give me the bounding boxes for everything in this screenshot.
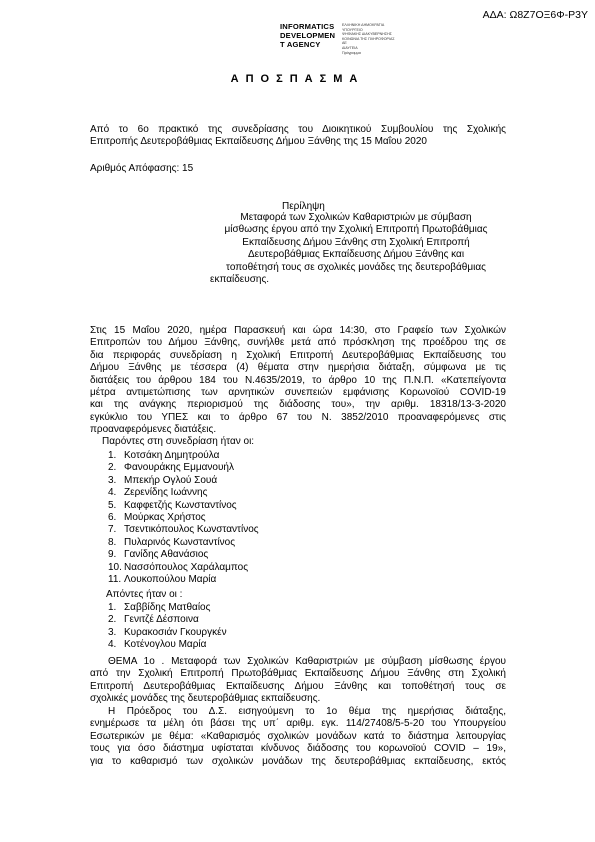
body-paragraph: Στις 15 Μαΐου 2020, ημέρα Παρασκευή και ώρα 14:30, στο Γραφείο των Σχολικών Επιτροπών του Δήμου Ξάνθης, συνήλθε μετά από πρόσκληση της προέδρου της σε δια περιφοράς συνεδρίαση η Σχολική Επιτροπή Δευτεροβάθμιας Εκπαίδευσης του Δήμου Ξάνθης με τέσσερα (4) θέματα στην ημερήσια διάταξη, σύμφωνα με τις διατάξεις του άρθρου 184 του Ν.4635/2019, το άρθρο 10 της Π.Ν.Π. «Κατεπείγοντα μέτρα αντιμετώπισης των αρνητικών συνεπειών εμφάνισης Κορωνοϊού COVID-19 και της ανάγκης περιορισμού της διάδοσης του», την αριθμ. 18318/13-3-2020 εγκύκλιο του ΥΠΕΣ και το άρθρο 67 του Ν. 3852/2010 προαναφερόμενες στις προαναφερόμενες διατάξεις. bbox=[90, 325, 506, 436]
intro-paragraph: Από το 6ο πρακτικό της συνεδρίασης του Διοικητικού Συμβουλίου της Σχολικής Επιτροπής Δευτεροβάθμιας Εκπαίδευσης Δήμου Ξάνθης της 15 Μαΐου 2020 bbox=[90, 124, 506, 148]
list-item: 7. Τσεντικόπουλος Κωνσταντίνος bbox=[108, 524, 259, 536]
list-item: 6. Μούρκας Χρήστος bbox=[108, 512, 206, 524]
list-item: 4. Ζερενίδης Ιωάννης bbox=[108, 487, 208, 499]
summary-text: Μεταφορά των Σχολικών Καθαριστριών με σύμβαση μίσθωσης έργου από την Σχολική Επιτροπή Πρωτοβάθμιας Εκπαίδευσης Δήμου Ξάνθης στη Σχολική Επιτροπή Δευτεροβάθμιας Εκπαίδευσης Δήμου Ξάνθης και τοποθέτησή τους σε σχολικές μονάδες της δευτεροβάθμιας εκπαίδευσης. bbox=[210, 212, 488, 286]
list-item: 5. Καφφετζής Κωνσταντίνος bbox=[108, 499, 237, 511]
present-list bbox=[108, 450, 259, 586]
logo-small-text: ΕΛΛΗΝΙΚΗ ΔΗΜΟΚΡΑΤΙΑ ΥΠΟΥΡΓΕΙΟ ΨΗΦΙΑΚΗΣ ΔΙΑΚΥΒΕΡΝΗΣΗΣ ΚΟΙΝΩΝΙΑ ΤΗΣ ΠΛΗΡΟΦΟΡΙΑΣ ΑΕ ΔΙΑΥΓΕΙΑ Πρόγραμμα bbox=[342, 23, 395, 55]
list-item: 3. Κυρακοσιάν Γκουργκέν bbox=[108, 626, 227, 638]
list-item: 4. Κοτένογλου Μαρία bbox=[108, 639, 207, 651]
list-item: 2. Γενιτζέ Δέσποινα bbox=[108, 614, 199, 626]
list-item: 10. Νασσόπουλος Χαράλαμπος bbox=[108, 561, 249, 573]
list-item: 1. Κοτσάκη Δημητρούλα bbox=[108, 450, 220, 461]
diavgeia-logo bbox=[280, 22, 410, 58]
present-heading: Παρόντες στη συνεδρίαση ήταν οι: bbox=[102, 436, 255, 447]
list-item: 3. Μπεκήρ Ογλού Σουά bbox=[108, 474, 218, 486]
list-item: 9. Γανίδης Αθανάσιος bbox=[108, 549, 209, 561]
topic-paragraph: ΘΕΜΑ 1ο . Μεταφορά των Σχολικών Καθαριστριών με σύμβαση μίσθωσης έργου από την Σχολική Επιτροπή Πρωτοβάθμιας Εκπαίδευσης Δήμου Ξάνθης στη Σχολική Επιτροπή Δευτεροβάθμιας Εκπαίδευσης Δήμου Ξάνθης και τοποθέτησή τους σε σχολικές μονάδες της δευτεροβάθμιας εκπαίδευσης. bbox=[90, 656, 506, 705]
list-item: 2. Φανουράκης Εμμανουήλ bbox=[108, 462, 234, 474]
president-paragraph: Η Πρόεδρος του Δ.Σ. εισηγούμενη το 1ο θέμα της ημερήσιας διάταξης, ενημέρωσε τα μέλη ότι βάσει της υπ΄ αριθμ. εγκ. 114/27408/5-5-20 του Υπουργείου Εσωτερικών με θέμα: «Καθαρισμός σχολικών μονάδων κατά το διάστημα λειτουργίας τους για όσο διάστημα υφίσταται κίνδυνος διάδοσης του κορωνοϊού COVID – 19», για το καθαρισμό των σχολικών μονάδων της δευτεροβάθμιας εκπαίδευσης, εκτός bbox=[90, 706, 506, 767]
absent-list bbox=[108, 602, 227, 652]
list-item: 11. Λουκοπούλου Μαρία bbox=[108, 574, 217, 586]
document-title: ΑΠΟΣΠΑΣΜΑ bbox=[230, 73, 365, 85]
logo-text: INFORMATICS DEVELOPMEN T AGENCY bbox=[280, 22, 336, 49]
list-item: 1. Σαββίδης Ματθαίος bbox=[108, 602, 211, 613]
decision-number: Αριθμός Απόφασης: 15 bbox=[90, 163, 194, 174]
list-item: 8. Πυλαρινός Κωνσταντίνος bbox=[108, 536, 236, 548]
absent-heading: Απόντες ήταν οι : bbox=[106, 589, 183, 600]
ada-code: ΑΔΑ: Ω8Ζ7ΟΞ6Φ-Ρ3Υ bbox=[482, 9, 588, 21]
summary-heading: Περίληψη bbox=[282, 201, 325, 212]
